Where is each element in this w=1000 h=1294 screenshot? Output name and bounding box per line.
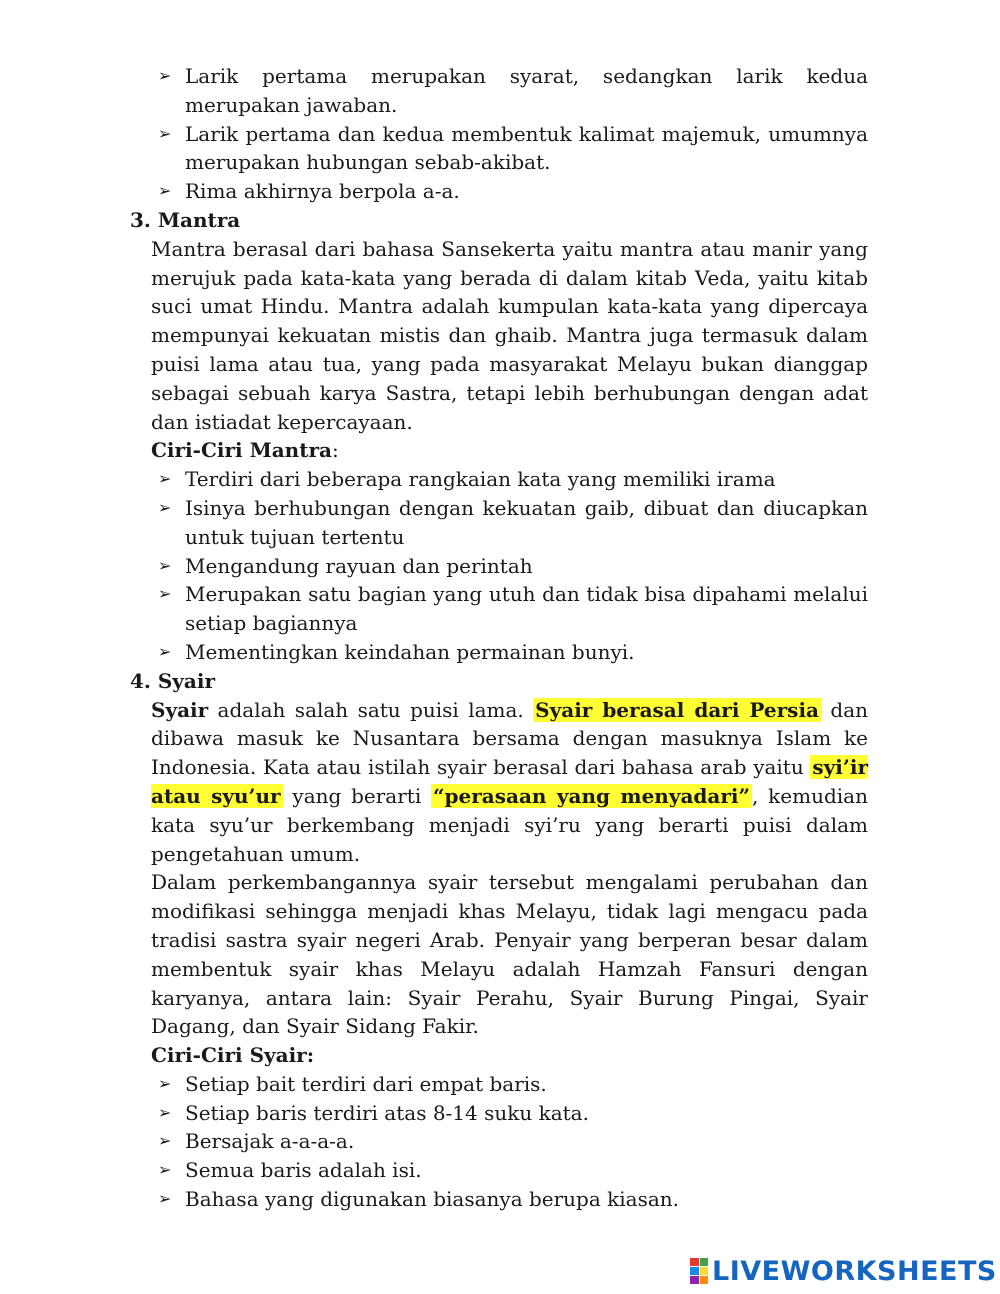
arrow-bullet-icon: ➢ bbox=[158, 497, 172, 517]
highlight-persia: Syair berasal dari Persia bbox=[535, 697, 819, 722]
arrow-bullet-icon: ➢ bbox=[158, 1073, 172, 1093]
list-item: ➢ Semua baris adalah isi. bbox=[0, 1156, 868, 1185]
list-item: ➢ Larik pertama dan kedua membentuk kalimat majemuk, umumnya merupakan hubungan sebab-akibat. bbox=[158, 121, 868, 175]
section-heading-mantra: 3. Mantra bbox=[130, 207, 241, 232]
arrow-bullet-icon: ➢ bbox=[158, 181, 172, 201]
arrow-bullet-icon: ➢ bbox=[158, 1102, 172, 1122]
list-item: ➢ Merupakan satu bagian yang utuh dan tidak bisa dipahami melalui setiap bagiannya bbox=[158, 582, 868, 636]
worksheet-page bbox=[0, 62, 1000, 1214]
arrow-bullet-icon: ➢ bbox=[158, 555, 172, 575]
arrow-bullet-icon: ➢ bbox=[158, 1189, 172, 1209]
section-heading-syair: 4. Syair bbox=[130, 668, 215, 693]
arrow-bullet-icon: ➢ bbox=[158, 66, 172, 85]
list-item: ➢ Isinya berhubungan dengan kekuatan gaib, dibuat dan diucapkan untuk tujuan tertentu bbox=[158, 495, 868, 549]
list-item: ➢ Bahasa yang digunakan biasanya berupa kiasan. bbox=[0, 1185, 868, 1214]
arrow-bullet-icon: ➢ bbox=[158, 469, 172, 489]
arrow-bullet-icon: ➢ bbox=[158, 1160, 172, 1180]
arrow-bullet-icon: ➢ bbox=[158, 123, 172, 143]
syair-paragraph-2: Dalam perkembangannya syair tersebut mengalami perubahan dan modifikasi sehingga menjadi khas Melayu, tidak lagi mengacu pada tradisi sastra syair negeri Arab. Penyair yang berperan besar dalam membentuk syair khas Melayu adalah Hamzah Fansuri dengan karyanya, antara lain: Syair Perahu, Syair Burung Pingai, Syair Dagang, dan Syair Sidang Fakir. bbox=[151, 870, 868, 1039]
list-item: ➢ Setiap bait terdiri dari empat baris. bbox=[0, 1070, 868, 1099]
arrow-bullet-icon: ➢ bbox=[158, 641, 172, 661]
syair-ciri-label: Ciri-Ciri Syair: bbox=[151, 1043, 315, 1068]
list-item: ➢ Bersajak a-a-a-a. bbox=[0, 1127, 868, 1156]
mantra-ciri-label: Ciri-Ciri Mantra: bbox=[151, 438, 339, 463]
highlight-syiir: syi’ir atau syu’ur bbox=[151, 755, 868, 808]
list-item: ➢ Mengandung rayuan dan perintah bbox=[0, 552, 868, 581]
arrow-bullet-icon: ➢ bbox=[158, 1131, 172, 1151]
list-item: ➢ Larik pertama merupakan syarat, sedangkan larik kedua merupakan jawaban. bbox=[158, 64, 868, 117]
list-item: ➢ Setiap baris terdiri atas 8-14 suku kata. bbox=[0, 1099, 868, 1128]
syair-paragraph-1: Syair adalah salah satu puisi lama. Syair berasal dari Persia dan dibawa masuk ke Nusantara bersama dengan masuknya Islam ke Indonesia. Kata atau istilah syair berasal dari bahasa arab yaitu syi’ir atau syu’ur yang berarti “perasaan yang menyadari” , kemudian kata syu’ur berkembang menjadi syi’ru yang berarti puisi dalam pengetahuan umum. bbox=[151, 697, 868, 866]
list-item: ➢ Terdiri dari beberapa rangkaian kata yang memiliki irama bbox=[0, 465, 868, 494]
list-item: ➢ Mementingkan keindahan permainan bunyi. bbox=[0, 638, 868, 667]
highlight-perasaan: “perasaan yang menyadari” bbox=[433, 783, 751, 808]
liveworksheets-logo-icon bbox=[690, 1258, 708, 1284]
mantra-paragraph: Mantra berasal dari bahasa Sansekerta yaitu mantra atau manir yang merujuk pada kata-kata yang berada di dalam kitab Veda, yaitu kitab suci umat Hindu. Mantra adalah kumpulan kata-kata yang dipercaya mempunyai kekuatan mistis dan ghaib. Mantra juga termasuk dalam puisi lama atau tua, yang pada masyarakat Melayu bukan dianggap sebagai sebuah karya Sastra, tetapi lebih berhubungan dengan adat dan istiadat kepercayaan. bbox=[151, 236, 868, 434]
liveworksheets-logo[interactable] bbox=[690, 1254, 997, 1288]
arrow-bullet-icon: ➢ bbox=[158, 584, 172, 604]
logo-text: LIVEWORKSHEETS bbox=[712, 1255, 997, 1287]
list-item: ➢ Rima akhirnya berpola a-a. bbox=[0, 177, 868, 206]
